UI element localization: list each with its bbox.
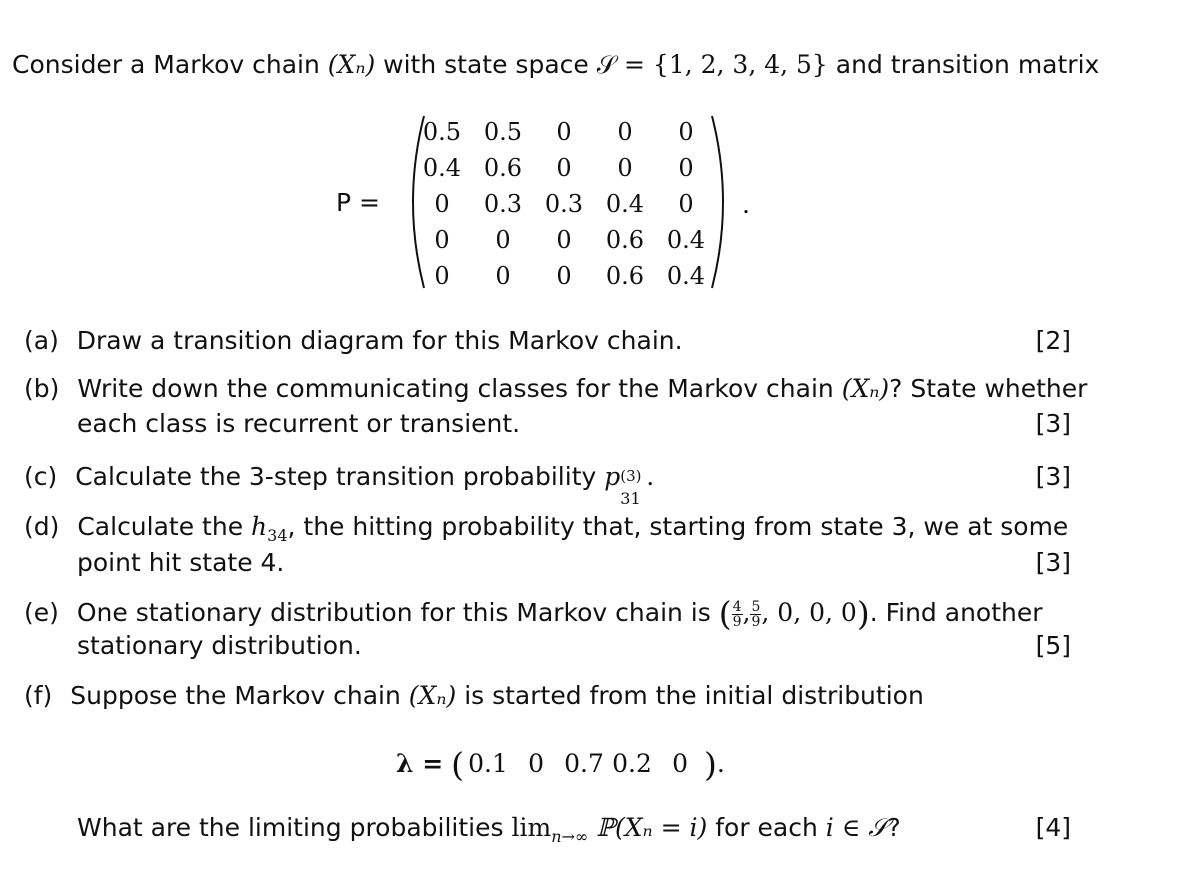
question-e-label: (e)	[24, 598, 59, 627]
matrix-cell: 0.6	[605, 226, 645, 254]
question-d-marks: [3]	[1035, 548, 1071, 577]
state-space-expr: 𝒮 = {1, 2, 3, 4, 5}	[596, 50, 828, 79]
question-c-marks: [3]	[1035, 462, 1071, 491]
matrix-cell: 0	[495, 262, 511, 290]
question-b-label: (b)	[24, 374, 60, 403]
matrix-cell: 0	[678, 118, 694, 146]
matrix-cell: 0	[556, 154, 572, 182]
question-c-label: (c)	[24, 462, 58, 491]
matrix-cell: 0.3	[483, 190, 523, 218]
question-f-chain: (Xₙ)	[408, 681, 457, 710]
question-a	[24, 328, 1071, 353]
question-e-text1b: . Find another	[869, 598, 1043, 627]
lambda-value: 0.2	[612, 749, 652, 778]
question-e-text2: stationary distribution.	[77, 631, 362, 660]
matrix-cell: 0	[556, 226, 572, 254]
question-c-sub: 31	[620, 489, 641, 508]
question-f-label: (f)	[24, 681, 53, 710]
question-a-label: (a)	[24, 326, 59, 355]
matrix-cell: 0.4	[666, 226, 706, 254]
matrix-end: .	[742, 190, 750, 219]
intro-lead: Consider a Markov chain	[12, 50, 320, 79]
question-c-end: .	[646, 462, 655, 491]
matrix-cell: 0	[434, 190, 450, 218]
matrix-cell: 0.5	[422, 118, 462, 146]
lambda-end: .	[716, 749, 725, 778]
question-d-text2: point hit state 4.	[77, 548, 285, 577]
question-c	[24, 462, 1071, 508]
question-f-line2	[77, 815, 1071, 845]
question-c-text: Calculate the 3-step transition probability	[75, 462, 597, 491]
intro-tail: and transition matrix	[835, 50, 1100, 79]
question-d-text1b: , the hitting probability that, starting from state 3, we at some	[287, 512, 1069, 541]
question-b-line1	[24, 376, 1087, 401]
question-b-line2	[77, 411, 1071, 436]
question-e-line2	[77, 633, 1071, 658]
intro-chain: (Xₙ)	[327, 50, 376, 79]
question-a-marks: [2]	[1035, 326, 1071, 355]
question-d-label: (d)	[24, 512, 60, 541]
question-d-text1a: Calculate the	[77, 512, 244, 541]
matrix-cell: 0	[556, 262, 572, 290]
lambda-value: 0	[528, 749, 544, 778]
set-expr: i ∈ 𝒮	[825, 813, 888, 842]
question-e-tail-values: , 0, 0, 0	[761, 598, 857, 627]
initial-distribution: λ = ( 0.1 0 0.7 0.2 0 ).	[396, 745, 725, 784]
question-a-text: Draw a transition diagram for this Markov chain.	[76, 326, 683, 355]
lambda-symbol: λ =	[396, 749, 444, 778]
question-b-text1: Write down the communicating classes for the Markov chain	[77, 374, 834, 403]
matrix-cell: 0	[617, 154, 633, 182]
matrix-cell: 0	[556, 118, 572, 146]
fraction-4-9: $\frac{4}{9}$	[732, 598, 742, 630]
question-f-text2c: ?	[887, 813, 901, 842]
matrix-cell: 0.4	[666, 262, 706, 290]
question-f-text2a: What are the limiting probabilities	[77, 813, 504, 842]
matrix-cell: 0.6	[483, 154, 523, 182]
question-d-line2	[77, 550, 1071, 575]
lambda-value: 0	[672, 749, 688, 778]
matrix-label: P =	[336, 188, 380, 217]
question-b-text2: each class is recurrent or transient.	[77, 409, 521, 438]
matrix-cell: 0	[678, 190, 694, 218]
lambda-value: 0.7	[564, 749, 604, 778]
matrix-cell: 0.6	[605, 262, 645, 290]
prob-expr: ℙ(Xₙ = i)	[596, 813, 708, 842]
matrix-cell: 0	[434, 262, 450, 290]
matrix-cell: 0	[617, 118, 633, 146]
transition-matrix	[402, 112, 734, 292]
matrix-cell: 0.5	[483, 118, 523, 146]
limit-expr: lim	[511, 813, 552, 842]
question-f-text1b: is started from the initial distribution	[464, 681, 924, 710]
question-c-sup: (3)	[620, 467, 642, 485]
question-b-chain: (Xₙ)	[841, 374, 890, 403]
matrix-cell: 0	[495, 226, 511, 254]
question-f-text1: Suppose the Markov chain	[70, 681, 401, 710]
question-d-sub: 34	[267, 526, 288, 545]
matrix-cell: 0.4	[422, 154, 462, 182]
matrix-cell: 0.4	[605, 190, 645, 218]
matrix-cell: 0.3	[544, 190, 584, 218]
intro-mid: with state space	[383, 50, 589, 79]
question-e-line1: (e) One stationary distribution for this Markov chain is ( $\frac{4}{9}$ , $\frac{5}{9}$ , 0, 0, 0). Find another	[24, 594, 1043, 633]
question-e-text1a: One stationary distribution for this Markov chain is	[76, 598, 711, 627]
fraction-5-9: $\frac{5}{9}$	[751, 598, 761, 630]
limit-sub: n→∞	[551, 827, 589, 846]
lambda-value: 0.1	[468, 749, 508, 778]
question-f-line1	[24, 683, 924, 708]
matrix-cell: 0	[678, 154, 694, 182]
intro-line	[12, 52, 1099, 77]
question-b-marks: [3]	[1035, 409, 1071, 438]
question-b-text1b: ? State whether	[889, 374, 1088, 403]
question-d-symbol: h	[251, 512, 268, 541]
question-d-line1	[24, 514, 1068, 544]
matrix-cell: 0	[434, 226, 450, 254]
question-e-marks: [5]	[1035, 631, 1071, 660]
question-c-symbol: p	[604, 462, 621, 491]
lambda-values	[464, 749, 704, 778]
question-f-text2b: for each	[715, 813, 818, 842]
question-f-marks: [4]	[1035, 813, 1071, 842]
